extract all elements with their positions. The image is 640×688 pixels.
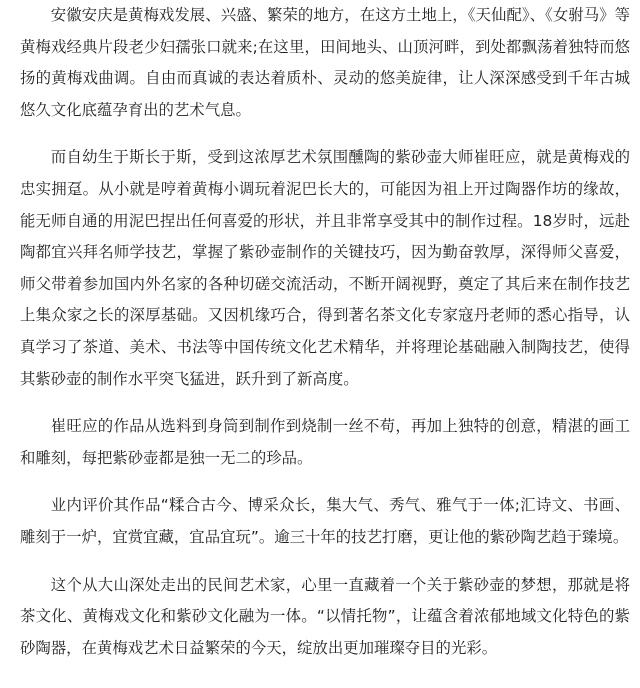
paragraph-3: 崔旺应的作品从选料到身筒到制作到烧制一丝不苟，再加上独特的创意，精湛的画工和雕刻，每把紫砂壶都是独一无二的珍品。 <box>20 417 630 467</box>
paragraph-2: 而自幼生于斯长于斯，受到这浓厚艺术氛围醺陶的紫砂壶大师崔旺应，就是黄梅戏的忠实拥趸。从小就是哼着黄梅小调玩着泥巴长大的，可能因为祖上开过陶器作坊的缘故，能无师自通的用泥巴捏出任何喜爱的形状，并且非常享受其中的制作过程。18岁时，远赴陶都宜兴拜名师学技艺，掌握了紫砂壶制作的关键技巧，因为勤奋敦厚，深得师父喜爱，师父带着参加国内外名家的各种切磋交流活动，不断开阔视野，奠定了其后来在制作技艺上集众家之长的深厚基础。又因机缘巧合，得到著名茶文化专家寇丹老师的悉心指导，认真学习了茶道、美术、书法等中国传统文化艺术精华，并将理论基础融入制陶技艺，使得其紫砂壶的制作水平突飞猛进，跃升到了新高度。 <box>20 148 630 388</box>
article-body <box>20 0 630 664</box>
paragraph-1: 安徽安庆是黄梅戏发展、兴盛、繁荣的地方，在这方土地上，《天仙配》、《女驸马》等黄梅戏经典片段老少妇孺张口就来;在这里，田间地头、山顶河畔，到处都飘荡着独特而悠扬的黄梅戏曲调。自由而真诚的表达着质朴、灵动的悠美旋律，让人深深感受到千年古城悠久文化底蕴孕育出的艺术气息。 <box>20 6 630 119</box>
paragraph-4: 业内评价其作品“糅合古今、博采众长，集大气、秀气、雅气于一体;汇诗文、书画、雕刻于一炉，宜赏宜藏，宜品宜玩”。逾三十年的技艺打磨，更让他的紫砂陶艺趋于臻境。 <box>20 496 630 546</box>
paragraph-5: 这个从大山深处走出的民间艺术家，心里一直藏着一个关于紫砂壶的梦想，那就是将茶文化、黄梅戏文化和紫砂文化融为一体。“以情托物”，让蕴含着浓郁地域文化特色的紫砂陶器，在黄梅戏艺术日益繁荣的今天，绽放出更加璀璨夺目的光彩。 <box>20 575 630 657</box>
